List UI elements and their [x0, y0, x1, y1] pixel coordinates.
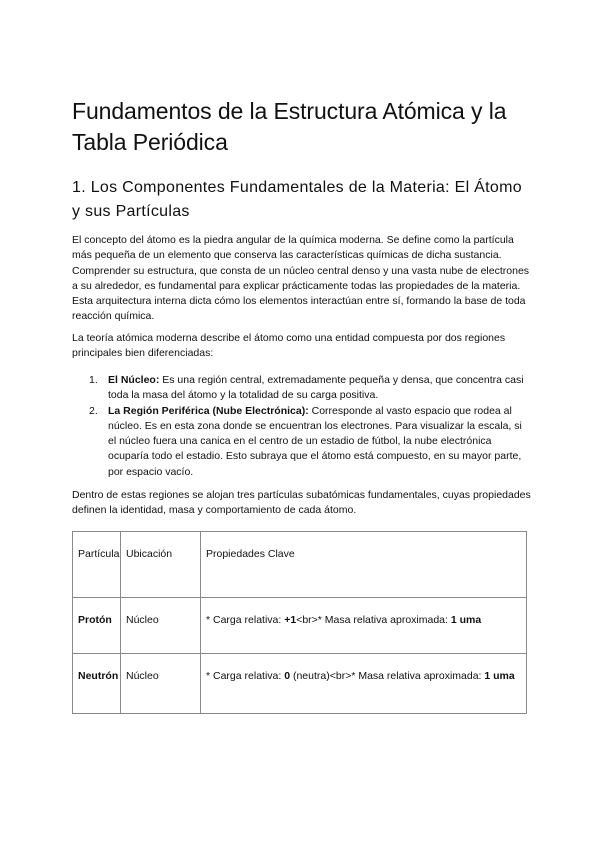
prop-text: * Carga relativa: — [206, 670, 285, 682]
prop-value: 1 uma — [484, 670, 515, 682]
table-header-row — [73, 532, 527, 598]
regions-list — [72, 373, 532, 480]
cell-location: Núcleo — [121, 654, 201, 714]
prop-text: * Carga relativa: — [206, 614, 285, 626]
prop-value: 1 uma — [450, 614, 482, 626]
header-cell-properties: Propiedades Clave — [201, 532, 527, 598]
cell-particle-name — [73, 654, 121, 714]
cell-properties — [201, 598, 527, 654]
prop-value: +1 — [284, 614, 297, 626]
particles-table — [72, 531, 527, 714]
prop-value: 0 — [284, 670, 291, 682]
particle-name: Neutrón — [78, 670, 119, 682]
list-text: Es una región central, extremadamente pequeña y densa, que concentra casi toda la masa del átomo y la totalidad de su carga positiva. — [108, 374, 524, 402]
particle-name: Protón — [78, 614, 112, 626]
list-term: El Núcleo: — [108, 374, 160, 386]
theory-paragraph: La teoría atómica moderna describe el átomo como una entidad compuesta por dos regiones principales bien diferenciadas: — [72, 332, 506, 360]
table-row — [73, 598, 527, 654]
list-term: La Región Periférica (Nube Electrónica): — [108, 404, 309, 417]
document-title: Fundamentos de la Estructura Atómica y la Tabla Periódica — [72, 98, 507, 155]
list-item — [72, 404, 532, 480]
prop-text: <br>* Masa relativa aproximada: — [296, 614, 451, 626]
list-item — [72, 373, 532, 404]
subatomic-paragraph: Dentro de estas regiones se alojan tres partículas subatómicas fundamentales, cuyas propiedades definen la identidad, masa y comportamiento de cada átomo. — [72, 489, 531, 517]
cell-properties — [201, 654, 527, 714]
list-number: 2. — [89, 404, 98, 417]
section-heading: 1. Los Componentes Fundamentales de la Materia: El Átomo y sus Partículas — [72, 179, 522, 220]
list-number: 1. — [89, 374, 98, 386]
prop-text: (neutra)<br>* Masa relativa aproximada: — [290, 670, 485, 682]
header-cell-location: Ubicación — [121, 532, 201, 598]
cell-location: Núcleo — [121, 598, 201, 654]
header-cell-particle: Partícula — [73, 532, 121, 598]
intro-paragraph: El concepto del átomo es la piedra angular de la química moderna. Se define como la partícula más pequeña de un elemento que conserva las características químicas de dicha sustancia. Comprender su estructura, que consta de un núcleo central denso y una vasta nube de electrones a su alrededor, es fundamental para explicar prácticamente todas las propiedades de la materia. Esta arquitectura interna dicta cómo los elementos interactúan entre sí, formando la base de toda reacción química. — [72, 234, 530, 323]
cell-particle-name — [73, 598, 121, 654]
list-text: Corresponde al vasto espacio que rodea al núcleo. Es en esta zona donde se encuentran los electrones. Para visualizar la escala, si el núcleo fuera una canica en el centro de un estadio de fútbol, la nube electrónica ocuparía todo el estadio. Esto subraya que el átomo está compuesto, en su mayor parte, por espacio vacío. — [108, 404, 522, 478]
table-row — [73, 654, 527, 714]
